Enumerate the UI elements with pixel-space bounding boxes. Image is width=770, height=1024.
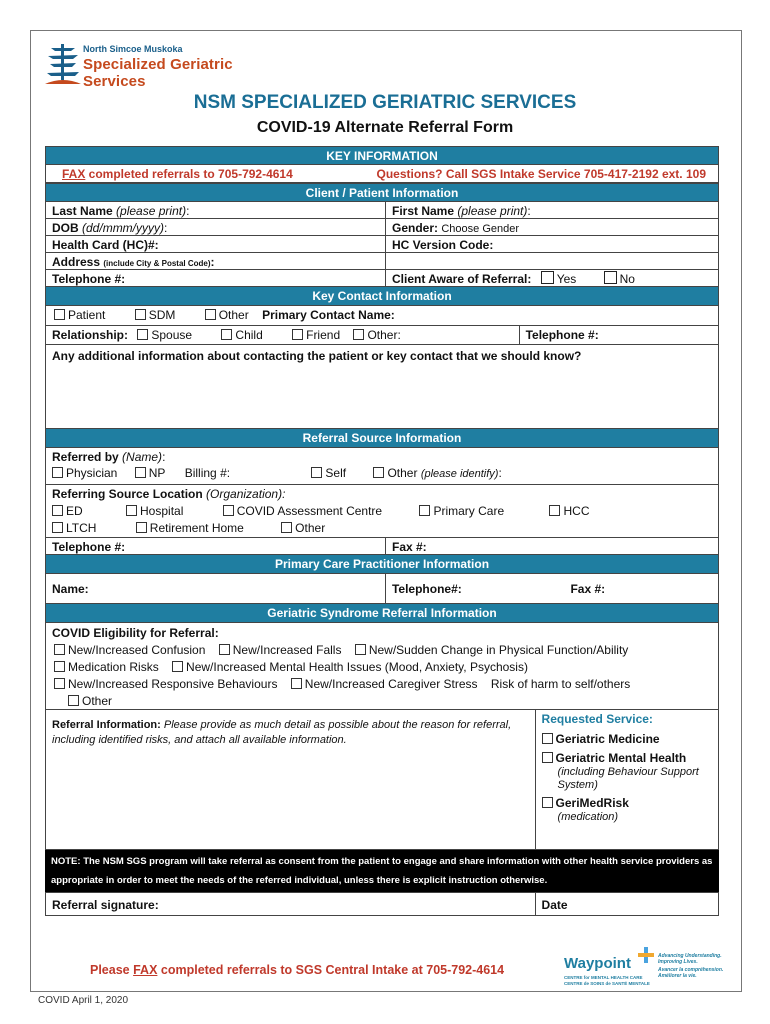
source-contact-row: [45, 538, 719, 555]
pcp-header: Primary Care Practitioner Information: [45, 555, 719, 574]
geriatric-mental-health-hint: (including Behaviour Support System): [557, 766, 699, 791]
referral-info-row: [45, 710, 719, 850]
waypoint-tagline-fr: Avancer la compréhension. Améliorer la vie.: [658, 967, 724, 979]
questions-line: Questions? Call SGS Intake Service 705-417-2192 ext. 109: [376, 167, 706, 181]
physical-change-checkbox[interactable]: [355, 644, 366, 655]
mental-health-label: New/Increased Mental Health Issues (Mood, Anxiety, Psychosis): [186, 660, 528, 674]
other-location-checkbox[interactable]: [281, 522, 292, 533]
medication-risks-checkbox[interactable]: [54, 661, 65, 672]
last-name-hint: (please print): [116, 204, 187, 218]
other-source-label: Other: [387, 466, 418, 480]
fax-word: FAX: [62, 167, 86, 181]
org-name-large: Specialized Geriatric Services: [83, 56, 233, 90]
ltch-label: LTCH: [66, 521, 97, 535]
np-label: NP: [148, 466, 166, 480]
spouse-label: Spouse: [151, 328, 193, 342]
additional-info-row: [45, 345, 719, 429]
signature-row: [45, 892, 719, 916]
address-field[interactable]: Address (include City & Postal Code):: [52, 255, 215, 269]
first-name-label: First Name: [391, 204, 455, 218]
relationship-options: [46, 326, 519, 344]
hcc-label: HCC: [563, 504, 590, 518]
confusion-label: New/Increased Confusion: [68, 643, 206, 657]
fax-instruction: [46, 165, 355, 182]
self-checkbox[interactable]: [311, 467, 322, 478]
waypoint-sub-fr: CENTRE de SOINS de SANTÉ MENTALE: [564, 981, 650, 986]
retirement-home-checkbox[interactable]: [136, 522, 147, 533]
geriatric-header: Geriatric Syndrome Referral Information: [45, 604, 719, 623]
client-aware-field: [385, 270, 718, 286]
referring-location-label: Referring Source Location: [52, 487, 203, 501]
footer-fax-word: FAX: [133, 963, 158, 977]
referring-location-block: [46, 485, 718, 537]
nsm-sgs-logo: [45, 38, 295, 88]
physician-label: Physician: [66, 466, 118, 480]
contact-telephone-field[interactable]: Telephone #:: [519, 326, 718, 344]
covid-centre-checkbox[interactable]: [223, 505, 234, 516]
footer-fax-pre: Please: [90, 963, 134, 977]
medication-risks-label: Medication Risks: [68, 660, 159, 674]
physical-change-label: New/Sudden Change in Physical Function/Ability: [368, 643, 629, 657]
key-information-header: KEY INFORMATION: [45, 146, 719, 165]
friend-label: Friend: [306, 328, 341, 342]
geriatric-medicine-checkbox[interactable]: [542, 733, 553, 744]
retirement-home-label: Retirement Home: [149, 521, 244, 535]
name-row: [45, 202, 719, 219]
telephone-row: [45, 270, 719, 287]
waypoint-sub-en: CENTRE for MENTAL HEALTH CARE: [564, 975, 643, 980]
covid-centre-label: COVID Assessment Centre: [236, 504, 383, 518]
geriatric-mental-health-checkbox[interactable]: [542, 752, 553, 763]
key-information-row: [45, 165, 719, 183]
other-contact-checkbox[interactable]: [205, 309, 216, 320]
patient-label: Patient: [68, 308, 106, 322]
hospital-label: Hospital: [140, 504, 184, 518]
gerimedrisk-label: GeriMedRisk: [555, 796, 629, 810]
confusion-checkbox[interactable]: [54, 644, 65, 655]
last-name-label: Last Name: [52, 204, 113, 218]
other-source-checkbox[interactable]: [373, 467, 384, 478]
sdm-label: SDM: [148, 308, 176, 322]
referral-source-header: Referral Source Information: [45, 429, 719, 448]
child-label: Child: [235, 328, 263, 342]
address-hint: (include City & Postal Code): [103, 259, 211, 268]
aware-no-label: No: [619, 272, 635, 286]
form-version: COVID April 1, 2020: [38, 995, 129, 1006]
pcp-telephone-field[interactable]: Telephone#:: [385, 574, 564, 603]
referral-info-label: Referral Information:: [52, 719, 161, 731]
gender-select[interactable]: Choose Gender: [441, 223, 520, 235]
gender-label: Gender:: [391, 221, 438, 235]
tree-logo-icon: [45, 40, 81, 86]
self-label: Self: [325, 466, 347, 480]
pcp-fax-field[interactable]: Fax #:: [570, 582, 606, 596]
physician-checkbox[interactable]: [52, 467, 63, 478]
caregiver-stress-checkbox[interactable]: [291, 678, 302, 689]
ed-label: ED: [66, 504, 83, 518]
fax-number: completed referrals to 705-792-4614: [85, 167, 293, 181]
geriatric-medicine-label: Geriatric Medicine: [555, 732, 660, 746]
child-checkbox[interactable]: [221, 329, 232, 340]
contact-type-options: [46, 306, 718, 325]
falls-label: New/Increased Falls: [232, 643, 342, 657]
waypoint-cross-icon: [638, 947, 654, 963]
footer-fax-instruction: [90, 963, 504, 977]
gerimedrisk-hint: (medication): [557, 811, 619, 823]
key-contact-header: Key Contact Information: [45, 287, 719, 306]
referral-info-instructions: Please provide as much detail as possible about the reason for referral, including identified risks, and attach all available information.: [52, 719, 512, 746]
address-blank: [385, 253, 718, 269]
referral-signature-field[interactable]: Referral signature:: [52, 898, 159, 912]
waypoint-wordmark: Waypoint: [564, 955, 631, 972]
falls-checkbox[interactable]: [219, 644, 230, 655]
geriatric-mental-health-label: Geriatric Mental Health: [555, 751, 687, 765]
additional-info-field[interactable]: Any additional information about contacting the patient or key contact that we should know?: [52, 349, 582, 363]
friend-checkbox[interactable]: [292, 329, 303, 340]
other-contact-label: Other: [218, 308, 249, 322]
sdm-checkbox[interactable]: [135, 309, 146, 320]
other-source-hint: (please identify): [420, 468, 499, 480]
org-name-small: North Simcoe Muskoka: [83, 44, 183, 54]
referral-info-field[interactable]: [46, 710, 535, 849]
dob-label: DOB: [52, 221, 79, 235]
referred-by-block: Referred by (Name): Physician NP Billing #: Self Other (please identify):: [52, 450, 502, 480]
gender-field[interactable]: [385, 219, 718, 235]
waypoint-logo: [562, 945, 732, 991]
hospital-checkbox[interactable]: [126, 505, 137, 516]
client-telephone-field[interactable]: Telephone #:: [52, 272, 126, 286]
referral-form: [45, 146, 719, 916]
other-relationship-label: Other:: [367, 328, 401, 342]
address-row: [45, 253, 719, 270]
risk-of-harm-label: Risk of harm to self/others: [490, 677, 631, 691]
primary-care-checkbox[interactable]: [419, 505, 430, 516]
form-title: NSM SPECIALIZED GERIATRIC SERVICES: [193, 92, 577, 113]
first-name-hint: (please print): [457, 204, 528, 218]
ltch-checkbox[interactable]: [52, 522, 63, 533]
address-label: Address: [52, 255, 101, 269]
np-checkbox[interactable]: [135, 467, 146, 478]
health-card-row: [45, 236, 719, 253]
relationship-row: [45, 326, 719, 345]
referred-by-row: [45, 448, 719, 485]
caregiver-stress-label: New/Increased Caregiver Stress: [304, 677, 478, 691]
consent-note: NOTE: The NSM SGS program will take referral as consent from the patient to engage and share information with other health service providers as appropriate in order to meet the needs of the referred individual, unless there is explicit instruction otherwise.: [45, 850, 719, 892]
primary-care-label: Primary Care: [433, 504, 505, 518]
pcp-row: [45, 574, 719, 604]
other-eligibility-label: Other: [82, 694, 113, 708]
billing-field[interactable]: Billing #:: [184, 466, 231, 480]
date-field[interactable]: Date: [535, 893, 718, 915]
pcp-name-field[interactable]: Name:: [52, 582, 89, 596]
other-relationship-checkbox[interactable]: [353, 329, 364, 340]
gerimedrisk-checkbox[interactable]: [542, 797, 553, 808]
patient-checkbox[interactable]: [54, 309, 65, 320]
footer-fax-post: completed referrals to SGS Central Intake at 705-792-4614: [157, 963, 505, 977]
referring-location-hint: (Organization):: [206, 487, 286, 501]
dob-field[interactable]: DOB (dd/mmm/yyyy):: [52, 221, 168, 235]
hc-version-field[interactable]: HC Version Code:: [385, 236, 718, 252]
primary-contact-label: Primary Contact Name:: [262, 308, 395, 322]
eligibility-block: [46, 623, 718, 709]
referred-by-hint: (Name): [122, 450, 163, 464]
requested-service-block: [535, 710, 718, 849]
requested-service-label: Requested Service:: [541, 712, 653, 726]
last-name-field[interactable]: Last Name (please print):: [52, 204, 190, 218]
client-information-header: Client / Patient Information: [45, 183, 719, 202]
responsive-behaviours-checkbox[interactable]: [54, 678, 65, 689]
referring-location-row: [45, 485, 719, 538]
waypoint-tagline-en: Advancing Understanding. Improving Lives.: [658, 953, 722, 965]
other-eligibility-checkbox[interactable]: [68, 695, 79, 706]
first-name-field[interactable]: First Name (please print):: [385, 202, 718, 218]
eligibility-row: [45, 623, 719, 710]
hcc-checkbox[interactable]: [549, 505, 560, 516]
eligibility-label: COVID Eligibility for Referral:: [52, 626, 219, 640]
client-aware-label: Client Aware of Referral:: [391, 272, 532, 286]
contact-type-row: [45, 306, 719, 326]
mental-health-checkbox[interactable]: [172, 661, 183, 672]
spouse-checkbox[interactable]: [137, 329, 148, 340]
health-card-field[interactable]: Health Card (HC)#:: [52, 238, 159, 252]
aware-yes-label: Yes: [556, 272, 577, 286]
relationship-label: Relationship:: [52, 328, 129, 342]
ed-checkbox[interactable]: [52, 505, 63, 516]
aware-yes-checkbox[interactable]: [541, 271, 554, 284]
source-telephone-field[interactable]: Telephone #:: [52, 540, 126, 554]
source-fax-field[interactable]: Fax #:: [385, 538, 718, 554]
dob-hint: (dd/mmm/yyyy): [82, 221, 165, 235]
form-subtitle: COVID-19 Alternate Referral Form: [256, 119, 514, 136]
aware-no-checkbox[interactable]: [604, 271, 617, 284]
responsive-behaviours-label: New/Increased Responsive Behaviours: [68, 677, 278, 691]
other-location-label: Other: [295, 521, 326, 535]
dob-row: [45, 219, 719, 236]
referred-by-label: Referred by: [52, 450, 119, 464]
